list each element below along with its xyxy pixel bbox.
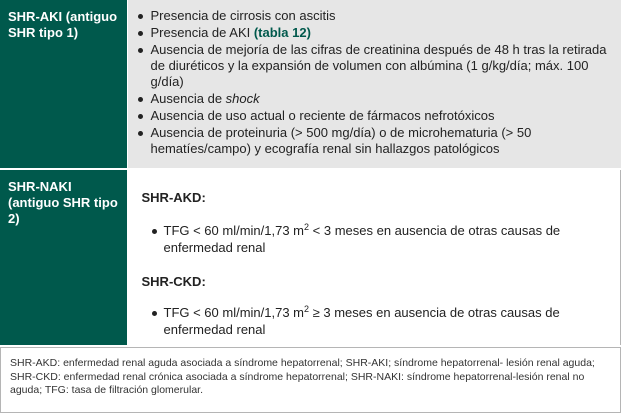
akd-superscript: 2 — [304, 222, 310, 232]
table-12-link[interactable]: (tabla 12) — [253, 25, 311, 40]
table-row — [0, 0, 621, 169]
list-item: Ausencia de proteinuria (> 500 mg/día) o de microhematuria (> 50 hematíes/campo) y ecografía renal sin hallazgos patológicos — [128, 125, 613, 157]
list-item-text: Ausencia de — [150, 91, 226, 106]
akd-heading: SHR-AKD: — [141, 190, 206, 205]
row-label-shr-aki: SHR-AKI (antiguo SHR tipo 1) — [0, 0, 127, 169]
akd-section — [128, 170, 621, 256]
list-item-text: Presencia de AKI — [150, 25, 254, 40]
list-item — [128, 25, 613, 41]
list-item-emphasis: shock — [225, 91, 260, 106]
ckd-section — [128, 256, 621, 338]
ckd-heading: SHR-CKD: — [141, 274, 206, 289]
list-item — [142, 222, 621, 256]
table-row — [0, 169, 621, 345]
list-item: Ausencia de uso actual o reciente de fármacos nefrotóxicos — [128, 108, 613, 124]
akd-text-post: < 3 meses en ausencia de otras causas de enfermedad renal — [163, 223, 561, 255]
list-item: Ausencia de mejoría de las cifras de creatinina después de 48 h tras la retirada de diuréticos y la expansión de volumen con albúmina (1 g/kg/día; máx. 100 g/día) — [128, 42, 613, 90]
ckd-superscript: 2 — [304, 304, 310, 314]
ckd-text-post: ≥ 3 meses en ausencia de otras causas de enfermedad renal — [163, 305, 560, 337]
ckd-list — [142, 304, 621, 338]
abbreviations-footnote: SHR-AKD: enfermedad renal aguda asociada a síndrome hepatorrenal; SHR-AKI; síndrome hepatorrenal- lesión renal aguda; SHR-CKD: enfermedad renal crónica asociada a síndrome hepatorrenal; SHR-NAKI: síndrome hepatorrenal-lesión renal no aguda; TFG: tasa de filtración glomerular. — [0, 347, 621, 413]
row-description-shr-naki — [127, 169, 621, 345]
row-label-shr-naki: SHR-NAKI (antiguo SHR tipo 2) — [0, 169, 127, 345]
list-item — [142, 304, 621, 338]
akd-text-pre: TFG < 60 ml/min/1,73 m — [163, 223, 305, 238]
criteria-list — [128, 0, 621, 157]
akd-list — [142, 222, 621, 256]
row-description-shr-aki — [127, 0, 621, 169]
list-item — [128, 91, 613, 107]
list-item: Presencia de cirrosis con ascitis — [128, 8, 613, 24]
ckd-text-pre: TFG < 60 ml/min/1,73 m — [163, 305, 305, 320]
